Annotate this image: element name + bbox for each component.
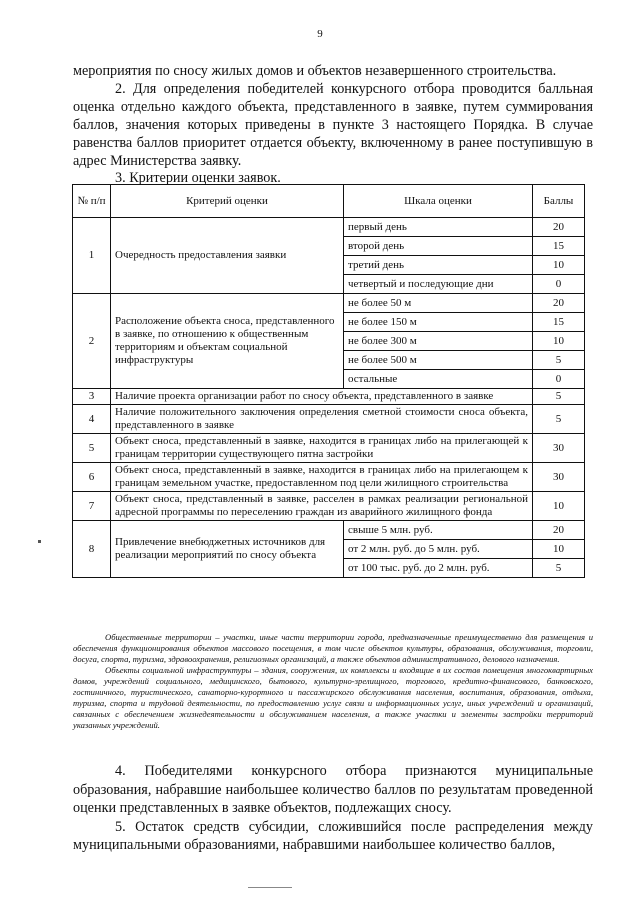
table-row — [73, 389, 585, 405]
row-criterion: Расположение объекта сноса, представленного в заявке, по отношению к общественным территориям и объектам социальной инфраструктуры — [111, 294, 344, 389]
points-cell: 5 — [533, 559, 585, 578]
table-row — [73, 521, 585, 540]
table-row — [73, 294, 585, 313]
criteria-heading: 3. Критерии оценки заявок. — [115, 170, 281, 186]
points-cell: 5 — [533, 351, 585, 370]
scale-option: не более 50 м — [344, 294, 533, 313]
row-criterion: Наличие положительного заключения определения сметной стоимости сноса объекта, представленного в заявке — [111, 405, 533, 434]
points-cell: 5 — [533, 389, 585, 405]
row-number: 3 — [73, 389, 111, 405]
table-row — [73, 492, 585, 521]
paragraph-item-5: 5. Остаток средств субсидии, сложившийся после распределения между муниципальными образованиями, набравшими наибольшее количество баллов, — [73, 818, 593, 853]
scale-option: не более 150 м — [344, 313, 533, 332]
paragraph-item-4: 4. Победителями конкурсного отбора признаются муниципальные образования, набравшие наибольшее количество баллов по результатам проведенной оценки представленных в заявке объектов, подлежащих сносу. — [73, 763, 593, 816]
points-cell: 0 — [533, 370, 585, 389]
scale-option: третий день — [344, 256, 533, 275]
table-row — [73, 434, 585, 463]
scale-option: четвертый и последующие дни — [344, 275, 533, 294]
row-number: 8 — [73, 521, 111, 578]
row-criterion: Наличие проекта организации работ по сносу объекта, представленного в заявке — [111, 389, 533, 405]
scale-option: свыше 5 млн. руб. — [344, 521, 533, 540]
header-scale: Шкала оценки — [344, 185, 533, 218]
scale-option: первый день — [344, 218, 533, 237]
header-criterion: Критерий оценки — [111, 185, 344, 218]
scale-option: остальные — [344, 370, 533, 389]
note-public-territories: Общественные территории – участки, иные части территории города, предназначенные преимущественно для размещения и обеспечения функционирования объектов массового посещения, в том числе объектов культуры, образования, обслуживания, торговли, досуга, спорта, туризма, здравоохранения, религиозных организаций, а также объектов административного, делового назначения. — [73, 632, 593, 664]
points-cell: 30 — [533, 434, 585, 463]
criteria-table — [72, 184, 585, 578]
scale-option: не более 500 м — [344, 351, 533, 370]
row-criterion: Привлечение внебюджетных источников для реализации мероприятий по сносу объекта — [111, 521, 344, 578]
points-cell: 10 — [533, 256, 585, 275]
points-cell: 10 — [533, 332, 585, 351]
table-row — [73, 463, 585, 492]
points-cell: 15 — [533, 237, 585, 256]
row-number: 2 — [73, 294, 111, 389]
intro-section — [73, 62, 593, 170]
scale-option: не более 300 м — [344, 332, 533, 351]
table-row — [73, 405, 585, 434]
row-criterion: Объект сноса, представленный в заявке, расселен в рамках реализации региональной адресной программы по переселению граждан из аварийного жилищного фонда — [111, 492, 533, 521]
header-num: № п/п — [73, 185, 111, 218]
footnotes — [73, 632, 593, 731]
note-social-infrastructure: Объекты социальной инфраструктуры – здания, сооружения, их комплексы и входящие в их состав помещения многоквартирных домов, учреждений социального, медицинского, бытового, культурно-зрелищного, торгового, кредитно-финансового, банковского, гостиничного, туристического, санаторно-курортного и пассажирского обслуживания населения, воспитания, образования, отдыха, туризма, спорта и трудовой деятельности, по предоставлению услуг связи и информационных услуг, иных учреждений и организаций, связанных с обеспечением жизнедеятельности и обслуживанием населения, а также участки и элементы застройки территорий указанных учреждений. — [73, 665, 593, 730]
row-number: 5 — [73, 434, 111, 463]
row-number: 1 — [73, 218, 111, 294]
paragraph-item-2: 2. Для определения победителей конкурсного отбора проводится балльная оценка отдельно каждого объекта, представленного в заявке, путем суммирования баллов, значения которых приведены в пункте 3 настоящего Порядка. В случае равенства баллов приоритет отдается объекту, включенному в ранее поступившую в адрес Министерства заявку. — [73, 81, 593, 169]
points-cell: 15 — [533, 313, 585, 332]
points-cell: 10 — [533, 492, 585, 521]
scale-option: второй день — [344, 237, 533, 256]
row-criterion: Очередность предоставления заявки — [111, 218, 344, 294]
scan-mark — [38, 540, 41, 543]
row-number: 4 — [73, 405, 111, 434]
points-cell: 20 — [533, 521, 585, 540]
table-header-row — [73, 185, 585, 218]
footer-line — [248, 887, 292, 888]
row-number: 7 — [73, 492, 111, 521]
points-cell: 0 — [533, 275, 585, 294]
row-criterion: Объект сноса, представленный в заявке, находится в границах либо на прилегающей к границам территории существующего пятна застройки — [111, 434, 533, 463]
continuation-line: мероприятия по сносу жилых домов и объектов незавершенного строительства. — [73, 63, 557, 79]
points-cell: 20 — [533, 294, 585, 313]
row-criterion: Объект сноса, представленный в заявке, находится в границах либо на прилегающем к границам земельном участке, предоставленном под цели жилищного строительства — [111, 463, 533, 492]
row-number: 6 — [73, 463, 111, 492]
table-row — [73, 218, 585, 237]
points-cell: 20 — [533, 218, 585, 237]
bottom-section — [73, 762, 593, 855]
points-cell: 30 — [533, 463, 585, 492]
header-points: Баллы — [533, 185, 585, 218]
scale-option: от 2 млн. руб. до 5 млн. руб. — [344, 540, 533, 559]
page-number: 9 — [317, 28, 323, 40]
points-cell: 10 — [533, 540, 585, 559]
points-cell: 5 — [533, 405, 585, 434]
scale-option: от 100 тыс. руб. до 2 млн. руб. — [344, 559, 533, 578]
